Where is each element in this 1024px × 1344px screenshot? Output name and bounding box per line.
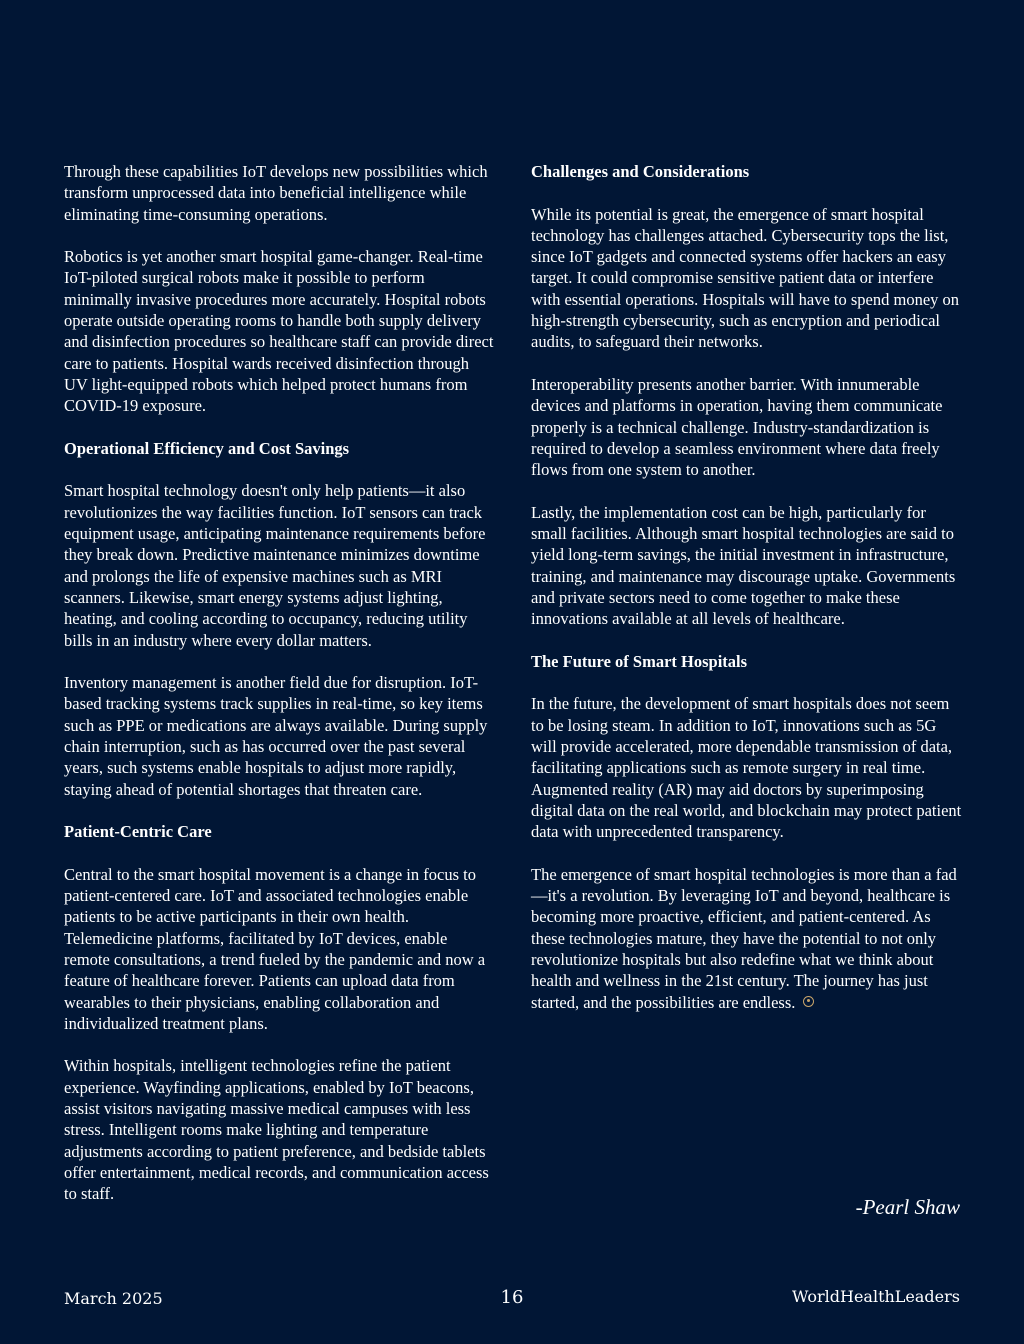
paragraph-capabilities: Through these capabilities IoT develops new possibilities which transform unprocessed data into beneficial intelligence while eliminating time-consuming operations. (64, 162, 488, 224)
heading-patient-centric-care: Patient-Centric Care (64, 822, 212, 842)
end-of-article-icon (803, 996, 814, 1007)
author-signature: -Pearl Shaw (855, 1195, 960, 1219)
left-column (64, 161, 496, 1226)
paragraph-facilities: Smart hospital technology doesn't only help patients—it also revolutionizes the way facilities function. IoT sensors can track equipment usage, anticipating maintenance requirements before they break down. Predictive maintenance minimizes downtime and prolongs the life of expensive machines such as MRI scanners. Likewise, smart energy systems adjust lighting, heating, and cooling according to occupancy, reducing utility bills in an industry where every dollar matters. (64, 481, 486, 650)
paragraph-implementation-cost: Lastly, the implementation cost can be high, particularly for small facilities. Although smart hospital technologies are said to yield long-term savings, the initial investment in infrastructure, training, and maintenance may discourage uptake. Governments and private sectors need to come together to make these innovations available at all levels of healthcare. (531, 502, 956, 629)
conclusion-text: The emergence of smart hospital technologies is more than a fad—it's a revolution. By leveraging IoT and beyond, healthcare is becoming more proactive, efficient, and patient-centered. As these technologies mature, they have the potential to not only revolutionize hospitals but also redefine what we think about health and wellness in the 21st century. The journey has just started, and the possibilities are endless. (531, 864, 957, 1012)
paragraph-conclusion (531, 864, 963, 1013)
heading-future: The Future of Smart Hospitals (531, 651, 748, 671)
paragraph-within-hospitals: Within hospitals, intelligent technologies refine the patient experience. Wayfinding applications, enabled by IoT beacons, assist visitors navigating massive medical campuses with less stress. Intelligent rooms make lighting and temperature adjustments according to patient preference, and bedside tablets offer entertainment, medical records, and communication access to staff. (64, 1056, 489, 1204)
paragraph-robotics: Robotics is yet another smart hospital game-changer. Real-time IoT-piloted surgical robots make it possible to perform minimally invasive procedures more accurately. Hospital robots operate outside operating rooms to handle both supply delivery and disinfection procedures so healthcare staff can provide direct care to patients. Hospital wards received disinfection through UV light-equipped robots which helped protect humans from COVID-19 exposure. (64, 247, 494, 416)
footer-publication: WorldHealthLeaders (791, 1287, 960, 1306)
page-number: 16 (500, 1287, 524, 1308)
heading-challenges: Challenges and Considerations (531, 162, 750, 181)
heading-operational-efficiency: Operational Efficiency and Cost Savings (64, 438, 350, 458)
paragraph-future-innovations: In the future, the development of smart hospitals does not seem to be losing steam. In addition to IoT, innovations such as 5G will provide accelerated, more dependable transmission of data, facilitating applications such as remote surgery in real time. Augmented reality (AR) may aid doctors by superimposing digital data on the real world, and blockchain may protect patient data with unprecedented transparency. (531, 694, 962, 842)
paragraph-patient-centered: Central to the smart hospital movement is a change in focus to patient-centered care. IoT and associated technologies enable patients to be active participants in their own health. Telemedicine platforms, facilitated by IoT devices, enable remote consultations, a trend fueled by the pandemic and now a feature of healthcare forever. Patients can upload data from wearables to their physicians, enabling collaboration and individualized treatment plans. (64, 864, 486, 1033)
paragraph-interoperability: Interoperability presents another barrier. With innumerable devices and platforms in operation, having them communicate properly is a technical challenge. Industry-standardization is required to develop a seamless environment where data freely flows from one system to another. (531, 374, 943, 480)
paragraph-cybersecurity: While its potential is great, the emergence of smart hospital technology has challenges attached. Cybersecurity tops the list, since IoT gadgets and connected systems offer hackers an easy target. It could compromise sensitive patient data or interfere with essential operations. Hospitals will have to spend money on high-strength cybersecurity, such as encryption and periodical audits, to safeguard their networks. (531, 204, 960, 352)
footer-date: March 2025 (64, 1289, 163, 1308)
paragraph-inventory: Inventory management is another field due for disruption. IoT-based tracking systems track supplies in real-time, so key items such as PPE or medications are always available. During supply chain interruption, such as has occurred over the past several years, such systems enable hospitals to adjust more rapidly, staying ahead of potential shortages that threaten care. (64, 673, 488, 799)
right-column (531, 161, 963, 1034)
